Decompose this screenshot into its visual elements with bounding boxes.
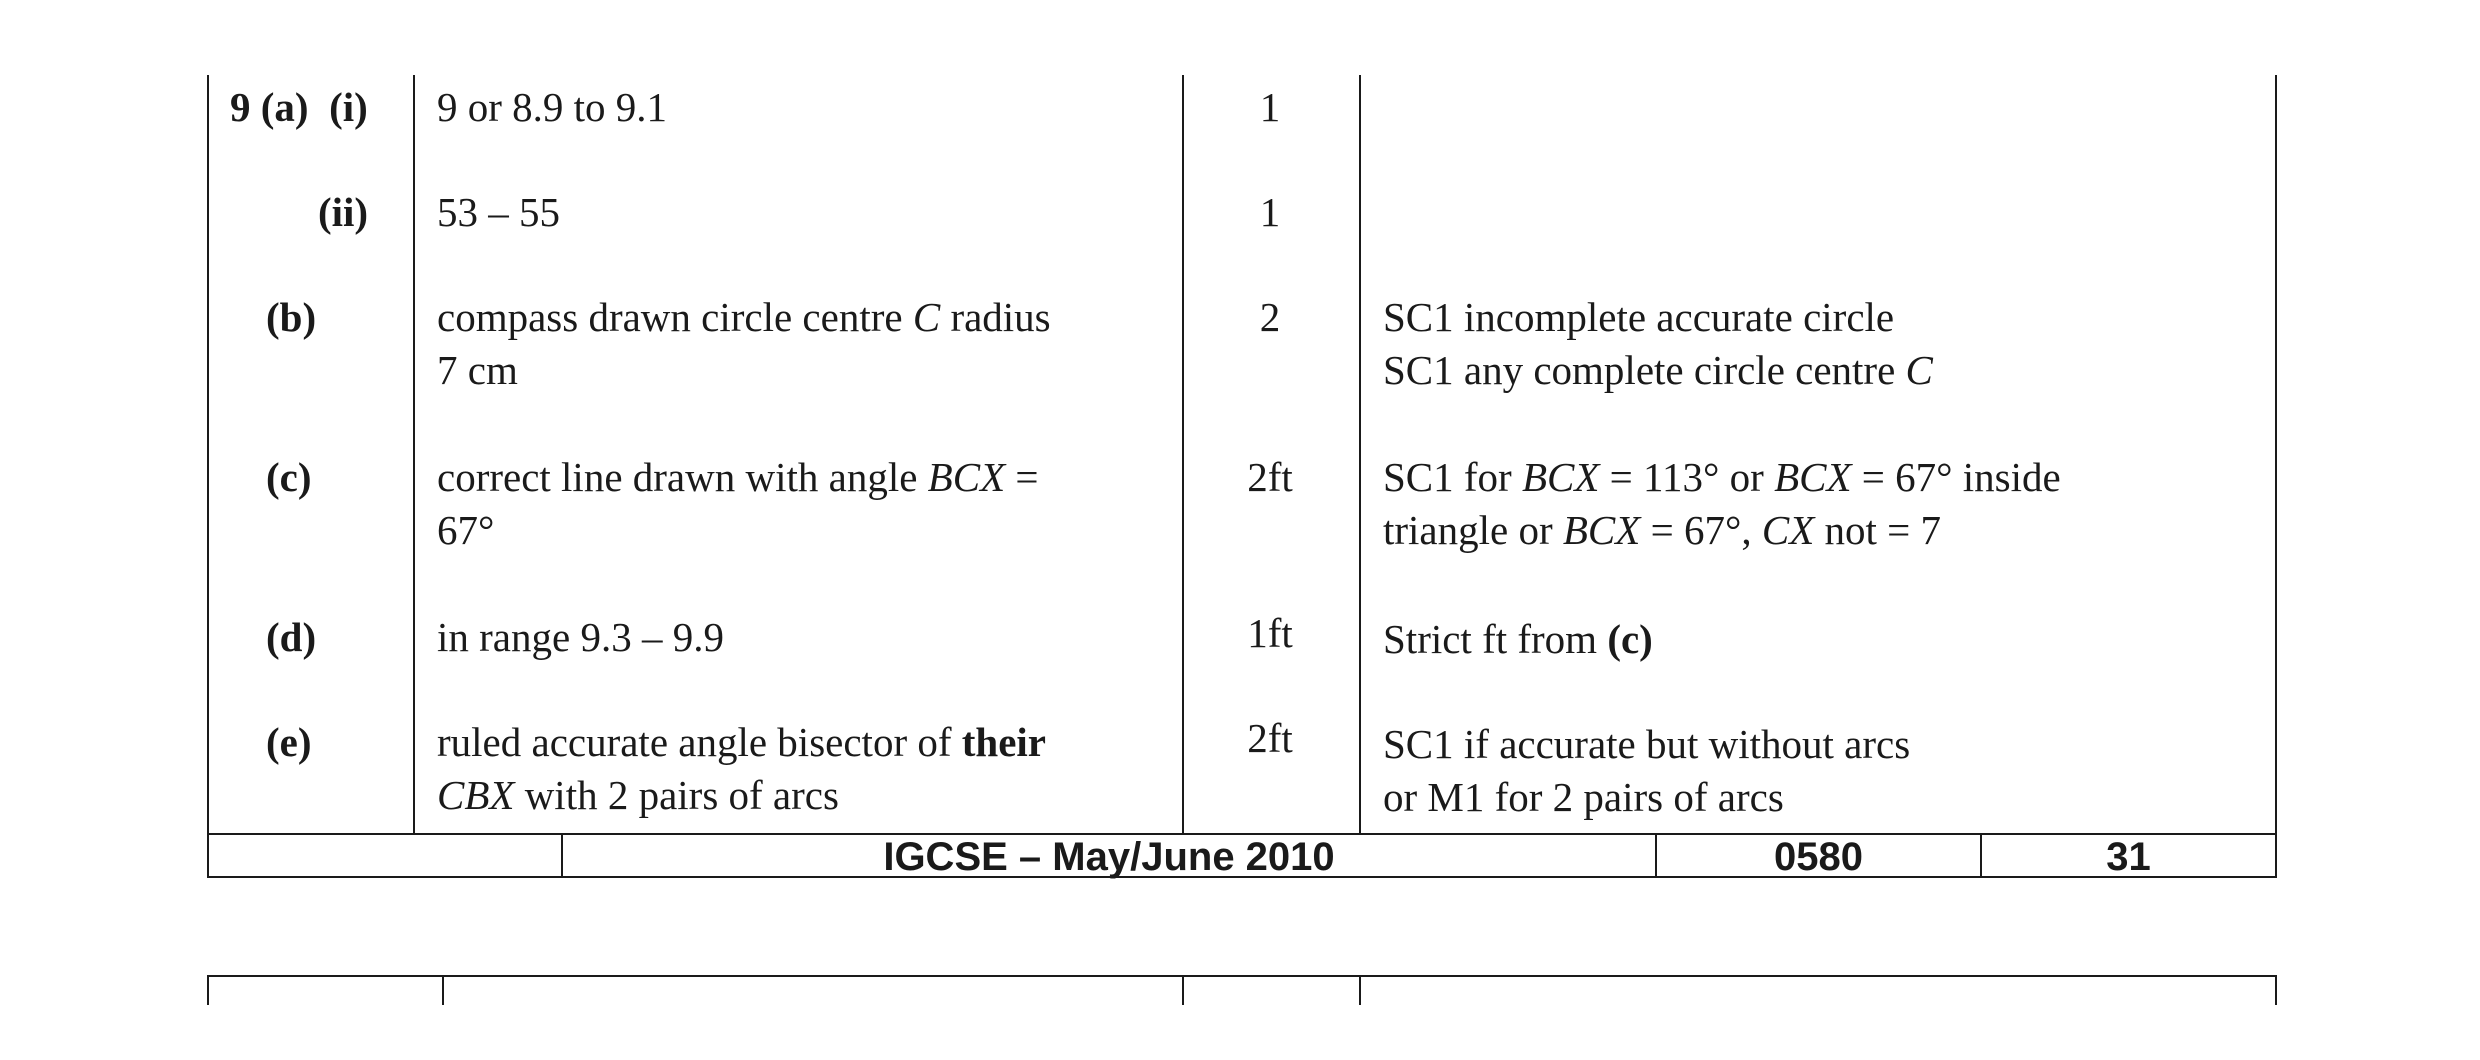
next-table-divider-2 — [1182, 975, 1184, 1005]
answer-9d: in range 9.3 – 9.9 — [437, 614, 724, 660]
next-table-left-border — [207, 975, 209, 1005]
footer-right-border — [2275, 833, 2277, 878]
notes-9d: Strict ft from (c) — [1383, 616, 1653, 662]
question-number-9e: (e) — [266, 719, 312, 765]
question-column-divider — [413, 75, 415, 835]
answer-9ai: 9 or 8.9 to 9.1 — [437, 84, 668, 130]
question-number-9b: (b) — [266, 294, 317, 340]
next-table-top-border — [207, 975, 2277, 977]
question-number-9a: 9 (a) (i) — [230, 84, 368, 130]
footer-left-border — [207, 833, 209, 878]
table-left-border — [207, 75, 209, 835]
mark-9e: 2ft — [1247, 715, 1293, 761]
next-table-divider-1 — [442, 975, 444, 1005]
table-right-border — [2275, 75, 2277, 835]
answer-9b: compass drawn circle centre C radius 7 cm — [437, 294, 1051, 393]
notes-9e: SC1 if accurate but without arcs or M1 for 2 pairs of arcs — [1383, 721, 1911, 820]
answer-9e: ruled accurate angle bisector of their CBX with 2 pairs of arcs — [437, 719, 1047, 818]
answer-9aii: 53 – 55 — [437, 189, 560, 235]
question-number-9d: (d) — [266, 614, 317, 660]
syllabus-code: 0580 — [1774, 835, 1863, 879]
notes-9c: SC1 for BCX = 113° or BCX = 67° inside triangle or BCX = 67°, CX not = 7 — [1383, 454, 2061, 553]
mark-9aii: 1 — [1259, 189, 1281, 235]
paper-number: 31 — [2106, 835, 2151, 879]
next-table-divider-3 — [1359, 975, 1361, 1005]
answer-9c: correct line drawn with angle BCX = 67° — [437, 454, 1039, 553]
next-table-right-border — [2275, 975, 2277, 1005]
mark-9b: 2 — [1259, 294, 1281, 340]
mark-9c: 2ft — [1247, 454, 1293, 500]
question-number-9c: (c) — [266, 454, 312, 500]
notes-9b: SC1 incomplete accurate circle SC1 any complete circle centre C — [1383, 294, 1933, 393]
mark-9ai: 1 — [1259, 84, 1281, 130]
exam-title: IGCSE – May/June 2010 — [883, 835, 1335, 879]
mark-9d: 1ft — [1247, 610, 1293, 656]
question-number-9aii: (ii) — [318, 189, 369, 235]
